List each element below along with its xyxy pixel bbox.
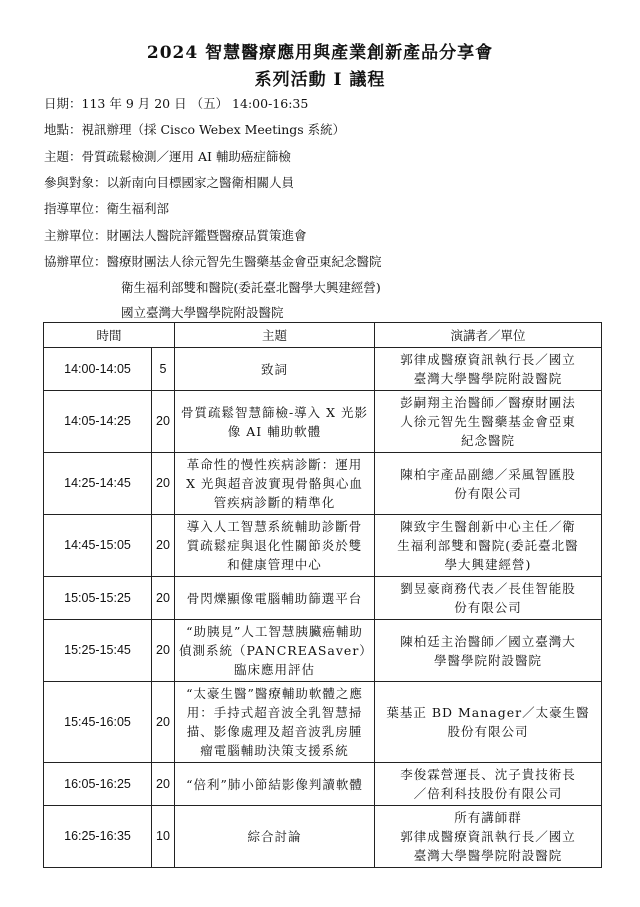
- co-value-1: 醫療財團法人徐元智先生醫藥基金會亞東紀念醫院: [106, 254, 382, 269]
- speaker-line: 生福利部雙和醫院(委託臺北醫: [397, 538, 579, 553]
- topic-line: 骨質疏鬆智慧篩檢-導入 X 光影: [180, 404, 369, 420]
- place-value: 視訊辦理（採 Cisco Webex Meetings 系統）: [81, 122, 346, 137]
- topic-line: 革命性的慢性疾病診斷：運用: [186, 457, 363, 472]
- cell-minutes: 5: [152, 348, 175, 391]
- topic-line: 綜合討論: [247, 829, 302, 844]
- agenda-table: [43, 322, 602, 868]
- speaker-line: ／倍利科技股份有限公司: [413, 786, 563, 801]
- speaker-line: 彭嗣翔主治醫師／醫療財團法: [400, 395, 576, 410]
- theme-value: 骨質疏鬆檢測／運用 AI 輔助癌症篩檢: [81, 149, 291, 164]
- cell-time: 14:45-15:05: [44, 515, 152, 577]
- topic-line: 質疏鬆症與退化性關節炎於雙: [186, 538, 363, 553]
- speaker-line: 份有限公司: [454, 485, 522, 501]
- cell-minutes: 20: [152, 391, 175, 453]
- cell-time: 16:25-16:35: [44, 806, 152, 868]
- cell-topic: [175, 620, 375, 682]
- speaker-line: 學大興建經營): [444, 557, 532, 572]
- speaker-line: 陳致宇生醫創新中心主任／衛: [400, 519, 576, 534]
- topic-line: 瘤電腦輔助決策支援系統: [200, 743, 349, 758]
- audience-label: 參與對象：: [44, 175, 107, 190]
- cell-time: 14:05-14:25: [44, 391, 152, 453]
- speaker-line: 陳柏宇產品副總／采風智匯股: [400, 466, 576, 482]
- cell-topic: [175, 763, 375, 806]
- cell-time: 16:05-16:25: [44, 763, 152, 806]
- header-speaker: 演講者／單位: [375, 323, 602, 348]
- topic-line: 臨床應用評估: [233, 662, 315, 677]
- topic-line: “太豪生醫”醫療輔助軟體之應: [186, 686, 363, 701]
- topic-line: X 光與超音波實現骨骼與心血: [186, 476, 363, 491]
- table-header-row: [44, 323, 602, 348]
- topic-line: 像 AI 輔助軟體: [227, 423, 322, 439]
- topic-line: 導入人工智慧系統輔助診斷骨: [186, 519, 363, 534]
- cell-minutes: 10: [152, 806, 175, 868]
- table-row: [44, 620, 602, 682]
- speaker-line: 紀念醫院: [460, 433, 515, 448]
- table-row: [44, 391, 602, 453]
- table-row: [44, 515, 602, 577]
- cell-time: 14:25-14:45: [44, 453, 152, 515]
- speaker-line: 李俊霖營運長、沈子貴技術長: [400, 767, 576, 782]
- page-subtitle: 系列活動 I 議程: [254, 70, 386, 90]
- advisor-value: 衛生福利部: [106, 201, 170, 216]
- table-row: [44, 682, 602, 763]
- topic-line: 用：手持式超音波全乳智慧掃: [186, 705, 363, 720]
- info-advisor: [44, 201, 169, 217]
- cell-topic: [175, 391, 375, 453]
- place-label: 地點：: [44, 122, 82, 137]
- cell-minutes: 20: [152, 515, 175, 577]
- topic-line: 和健康管理中心: [227, 557, 322, 572]
- advisor-label: 指導單位：: [44, 201, 107, 216]
- cell-time: 14:00-14:05: [44, 348, 152, 391]
- cell-topic: [175, 806, 375, 868]
- info-theme: [44, 149, 291, 165]
- speaker-line: 郭律成醫療資訊執行長／國立: [400, 352, 576, 367]
- info-place: [44, 122, 345, 138]
- topic-line: “倍利”肺小節結影像判讀軟體: [186, 776, 363, 792]
- cell-time: 15:45-16:05: [44, 682, 152, 763]
- table-row: [44, 577, 602, 620]
- cell-topic: [175, 453, 375, 515]
- cell-topic: [175, 577, 375, 620]
- table-row: [44, 806, 602, 868]
- cell-speaker: [375, 515, 602, 577]
- page-title: 2024 智慧醫療應用與產業創新產品分享會: [146, 43, 494, 63]
- table-row: [44, 763, 602, 806]
- cell-minutes: 20: [152, 453, 175, 515]
- speaker-line: 股份有限公司: [447, 724, 529, 739]
- organizer-label: 主辦單位：: [44, 228, 107, 243]
- cell-topic: [175, 515, 375, 577]
- cell-speaker: [375, 348, 602, 391]
- organizer-value: 財團法人醫院評鑑暨醫療品質策進會: [106, 228, 307, 243]
- topic-line: “助胰見”人工智慧胰臟癌輔助: [186, 624, 363, 639]
- cell-minutes: 20: [152, 682, 175, 763]
- topic-line: 管疾病診斷的精準化: [213, 495, 336, 510]
- speaker-line: 劉昱豪商務代表／長佳智能股: [400, 581, 576, 596]
- topic-line: 偵測系統（PANCREASaver）: [179, 643, 373, 658]
- speaker-line: 陳柏廷主治醫師／國立臺灣大: [400, 633, 576, 649]
- cell-speaker: [375, 763, 602, 806]
- cell-speaker: [375, 453, 602, 515]
- info-organizer: [44, 228, 307, 244]
- info-co-organizer-2: 衛生福利部雙和醫院(委託臺北醫學大興建經營): [121, 280, 381, 295]
- cell-speaker: [375, 391, 602, 453]
- cell-minutes: 20: [152, 620, 175, 682]
- speaker-line: 所有講師群: [454, 810, 522, 825]
- cell-minutes: 20: [152, 763, 175, 806]
- header-time: 時間: [44, 323, 175, 348]
- co-label: 協辦單位：: [44, 254, 107, 269]
- speaker-line: 臺灣大學醫學院附設醫院: [413, 848, 563, 863]
- speaker-line: 人徐元智先生醫藥基金會亞東: [400, 414, 576, 429]
- table-row: [44, 453, 602, 515]
- info-co-organizer: [44, 254, 382, 270]
- info-audience: [44, 175, 294, 191]
- table-row: [44, 348, 602, 391]
- theme-label: 主題：: [44, 149, 82, 164]
- speaker-line: 葉基正 BD Manager／太豪生醫: [386, 705, 590, 720]
- topic-line: 致詞: [260, 361, 288, 377]
- cell-time: 15:25-15:45: [44, 620, 152, 682]
- header-topic: 主題: [175, 323, 375, 348]
- topic-line: 描、影像處理及超音波乳房腫: [186, 724, 363, 739]
- speaker-line: 份有限公司: [454, 600, 522, 615]
- speaker-line: 學醫學院附設醫院: [433, 652, 542, 668]
- info-co-organizer-3: 國立臺灣大學醫學院附設醫院: [121, 305, 284, 320]
- speaker-line: 臺灣大學醫學院附設醫院: [413, 371, 563, 386]
- cell-topic: [175, 348, 375, 391]
- speaker-line: 郭律成醫療資訊執行長／國立: [400, 829, 576, 844]
- cell-time: 15:05-15:25: [44, 577, 152, 620]
- cell-minutes: 20: [152, 577, 175, 620]
- info-date: [44, 96, 308, 112]
- date-value: 113 年 9 月 20 日 （五） 14:00-16:35: [81, 96, 309, 111]
- topic-line: 骨閃爍顯像電腦輔助篩選平台: [186, 590, 363, 606]
- audience-value: 以新南向目標國家之醫衛相關人員: [106, 175, 295, 190]
- cell-speaker: [375, 620, 602, 682]
- cell-speaker: [375, 577, 602, 620]
- cell-topic: [175, 682, 375, 763]
- cell-speaker: [375, 682, 602, 763]
- cell-speaker: [375, 806, 602, 868]
- date-label: 日期：: [44, 96, 82, 111]
